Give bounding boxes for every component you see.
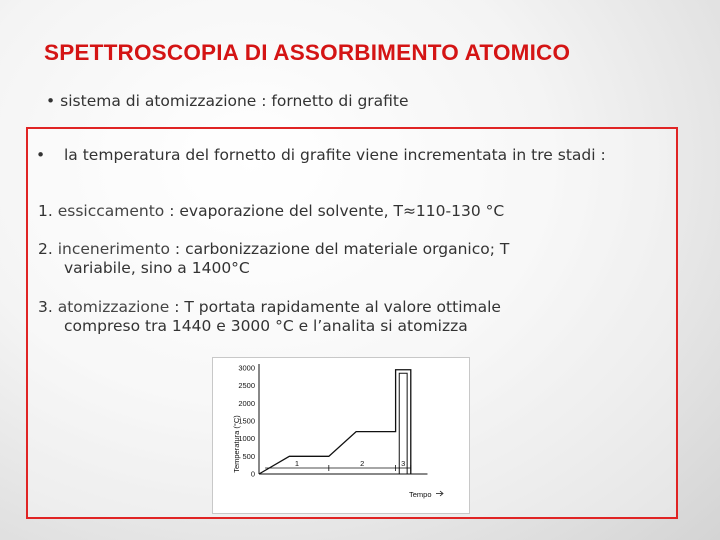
y-tick-label: 500 [242, 451, 255, 461]
step-description: : carbonizzazione del materiale organico; T [174, 240, 510, 258]
stage-label: 1 [294, 459, 300, 468]
intro-paragraph [36, 146, 646, 165]
x-axis-label: Tempo [409, 490, 432, 499]
y-axis-label: Temperatura (°C) [232, 415, 241, 473]
step-2 [38, 240, 658, 278]
y-tick-label: 2000 [238, 398, 255, 408]
temperature-chart [213, 358, 469, 513]
intro-text: la temperatura del fornetto di grafite viene incrementata in tre stadi : [64, 146, 606, 164]
step-3 [38, 298, 658, 336]
stage-label: 2 [360, 459, 365, 468]
subtitle-text: sistema di atomizzazione : fornetto di grafite [60, 92, 409, 110]
step-description: : evaporazione del solvente, T≈110-130 °C [169, 202, 505, 220]
step-number: 2. [38, 240, 53, 258]
y-tick-label: 1000 [238, 434, 255, 444]
y-tick-label: 0 [250, 469, 255, 479]
temperature-program-line [259, 370, 411, 474]
step-description-cont: variabile, sino a 1400°C [64, 259, 250, 277]
y-tick-label: 1500 [238, 416, 255, 426]
step-term: atomizzazione [57, 298, 170, 316]
stage-label: 3 [401, 459, 406, 468]
intro-bullet: • [36, 146, 46, 164]
x-axis-arrow-icon [436, 491, 443, 496]
subtitle [46, 92, 409, 110]
step-number: 1. [38, 202, 53, 220]
temperature-program-figure [212, 357, 470, 514]
y-tick-label: 2500 [238, 381, 255, 391]
step-1 [38, 202, 658, 221]
subtitle-bullet: • [46, 92, 56, 110]
step-term: essiccamento [57, 202, 165, 220]
step-description-cont: compreso tra 1440 e 3000 °C e l’analita si atomizza [64, 317, 468, 335]
y-tick-label: 3000 [238, 363, 255, 373]
step-number: 3. [38, 298, 53, 316]
step-description: : T portata rapidamente al valore ottimale [174, 298, 501, 316]
slide-title: SPETTROSCOPIA DI ASSORBIMENTO ATOMICO [44, 40, 571, 65]
step-term: incenerimento [57, 240, 170, 258]
